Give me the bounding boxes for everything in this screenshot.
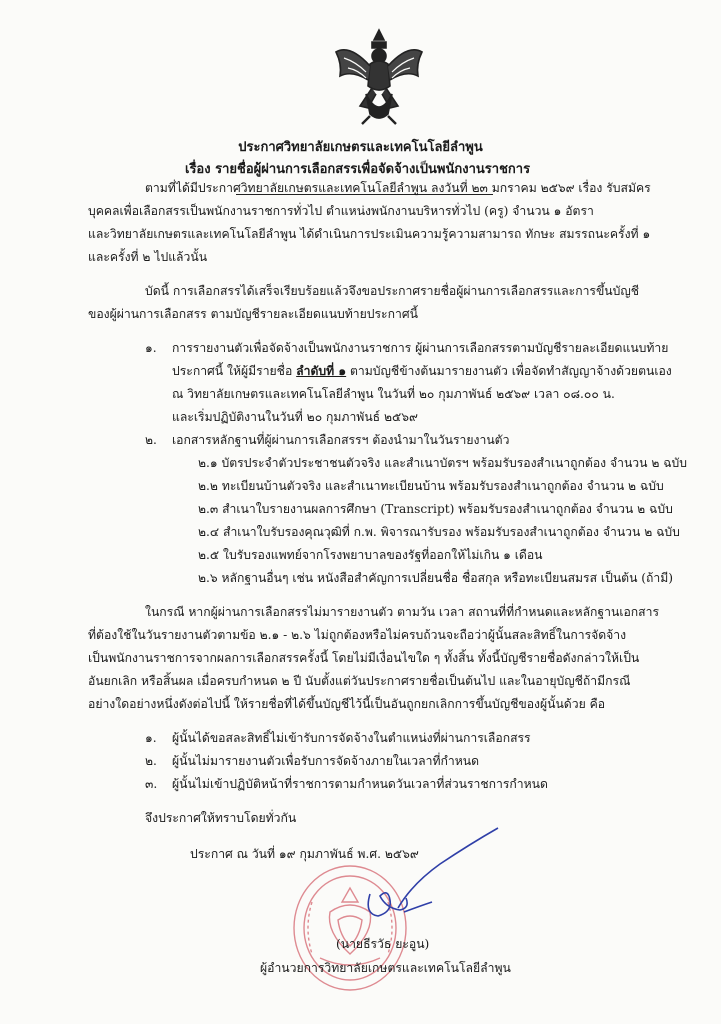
item2-number: ๒.: [145, 433, 157, 447]
closing-text: จึงประกาศให้ทราบโดยทั่วกัน: [145, 811, 297, 825]
item2-title: เอกสารหลักฐานที่ผู้ผ่านการเลือกสรรฯ ต้องนำมาในวันรายงานตัว: [172, 433, 510, 447]
document-requirement: ๒.๒ ทะเบียนบ้านตัวจริง และสำเนาทะเบียนบ้าน พร้อมรับรองสำเนาถูกต้อง จำนวน ๒ ฉบับ: [198, 479, 664, 493]
highlighted-rank: ลำดับที่ ๑: [296, 364, 347, 378]
signer-name: (นายธีรวัธ ยะอูน): [336, 937, 430, 951]
item1-line: ประกาศนี้ ให้ผู้มีรายชื่อ ลำดับที่ ๑ ตามบัญชีข้างต้นมารายงานตัว เพื่อจัดทำสัญญาจ้างด้วยตนเอง: [172, 364, 672, 378]
item1-number: ๑.: [145, 341, 157, 355]
para1-line: และครั้งที่ ๒ ไปแล้วนั้น: [88, 250, 208, 264]
case-number: ๒.: [145, 754, 157, 768]
para2-line: ของผู้ผ่านการเลือกสรร ตามบัญชีรายละเอียดแนบท้ายประกาศนี้: [88, 307, 418, 321]
signer-title: ผู้อำนวยการวิทยาลัยเกษตรและเทคโนโลยีลำพูน: [260, 961, 511, 975]
document-requirement: ๒.๖ หลักฐานอื่นๆ เช่น หนังสือสำคัญการเปลี่ยนชื่อ ชื่อสกุล หรือทะเบียนสมรส เป็นต้น (ถ้ามี): [198, 571, 674, 585]
item1-line: และเริ่มปฏิบัติงานในวันที่ ๒๐ กุมภาพันธ์ ๒๕๖๙: [172, 410, 418, 424]
case-text: ผู้นั้นได้ขอสละสิทธิ์ไม่เข้ารับการจัดจ้างในตำแหน่งที่ผ่านการเลือกสรร: [172, 731, 531, 745]
announcement-title: ประกาศวิทยาลัยเกษตรและเทคโนโลยีลำพูน: [238, 140, 483, 155]
para3-line: ในกรณี หากผู้ผ่านการเลือกสรรไม่มารายงานตัว ตามวัน เวลา สถานที่ที่กำหนดและหลักฐานเอกสาร: [145, 605, 660, 619]
case-number: ๑.: [145, 731, 157, 745]
document-requirement: ๒.๕ ใบรับรองแพทย์จากโรงพยาบาลของรัฐที่ออกให้ไม่เกิน ๑ เดือน: [198, 548, 543, 562]
case-text: ผู้นั้นไม่มารายงานตัวเพื่อรับการจัดจ้างภายในเวลาที่กำหนด: [172, 754, 479, 768]
para2-line: บัดนี้ การเลือกสรรได้เสร็จเรียบร้อยแล้วจึงขอประกาศรายชื่อผู้ผ่านการเลือกสรรและการขึ้นบัญชี: [145, 284, 640, 298]
para3-line: อันยกเลิก หรือสิ้นผล เมื่อครบกำหนด ๒ ปี นับตั้งแต่วันประกาศรายชื่อเป็นต้นไป และในอายุบัญชีถ้ามีกรณี: [88, 674, 631, 688]
announcement-subject: เรื่อง รายชื่อผู้ผ่านการเลือกสรรเพื่อจัดจ้างเป็นพนักงานราชการ: [185, 162, 531, 177]
para1-line: และวิทยาลัยเกษตรและเทคโนโลยีลำพูน ได้ดำเนินการประเมินความรู้ความสามารถ ทักษะ สมรรถนะครั้งที่ ๑: [88, 227, 651, 241]
document-requirement: ๒.๓ สำเนาใบรายงานผลการศึกษา (Transcript) พร้อมรับรองสำเนาถูกต้อง จำนวน ๒ ฉบับ: [198, 502, 673, 516]
item1-line: การรายงานตัวเพื่อจัดจ้างเป็นพนักงานราชการ ผู้ผ่านการเลือกสรรตามบัญชีรายละเอียดแนบท้าย: [172, 341, 669, 355]
item1-line: ณ วิทยาลัยเกษตรและเทคโนโลยีลำพูน ในวันที่ ๒๐ กุมภาพันธ์ ๒๕๖๙ เวลา ๐๘.๐๐ น.: [172, 387, 615, 401]
handwritten-signature: [340, 824, 510, 934]
case-text: ผู้นั้นไม่เข้าปฏิบัติหน้าที่ราชการตามกำหนดวันเวลาที่ส่วนราชการกำหนด: [172, 777, 548, 791]
document-requirement: ๒.๑ บัตรประจำตัวประชาชนตัวจริง และสำเนาบัตรฯ พร้อมรับรองสำเนาถูกต้อง จำนวน ๒ ฉบับ: [198, 456, 688, 470]
para3-line: อย่างใดอย่างหนึ่งดังต่อไปนี้ ให้รายชื่อที่ได้ขึ้นบัญชีไว้นี้เป็นอันถูกยกเลิกการขึ้นบัญชีของผู้นั้นด้วย คือ: [88, 697, 606, 711]
document-requirement: ๒.๔ สำเนาใบรับรองคุณวุฒิที่ ก.พ. พิจารณารับรอง พร้อมรับรองสำเนาถูกต้อง จำนวน ๒ ฉบับ: [198, 525, 680, 539]
case-number: ๓.: [145, 777, 158, 791]
garuda-emblem-icon: [330, 24, 428, 128]
announcement-date: ประกาศ ณ วันที่ ๑๙ กุมภาพันธ์ พ.ศ. ๒๕๖๙: [190, 847, 419, 861]
para3-line: เป็นพนักงานราชการจากผลการเลือกสรรครั้งนี้ โดยไม่มีเงื่อนไขใด ๆ ทั้งสิ้น ทั้งนี้บัญชีรายชื่อดังกล่าวให้เป็น: [88, 651, 640, 665]
para3-line: ที่ต้องใช้ในวันรายงานตัวตามข้อ ๒.๑ - ๒.๖ ไม่ถูกต้องหรือไม่ครบถ้วนจะถือว่าผู้นั้นสละสิทธิ์ในการจัดจ้าง: [88, 628, 627, 642]
para1-line: บุคคลเพื่อเลือกสรรเป็นพนักงานราชการทั่วไป ตำแหน่งพนักงานบริหารทั่วไป (ครู) จำนวน ๑ อัตรา: [88, 204, 594, 218]
para1-line: ตามที่ได้มีประกาศวิทยาลัยเกษตรและเทคโนโลยีลำพูน ลงวันที่ ๒๓ มกราคม ๒๕๖๙ เรื่อง รับสมัคร: [145, 181, 651, 195]
